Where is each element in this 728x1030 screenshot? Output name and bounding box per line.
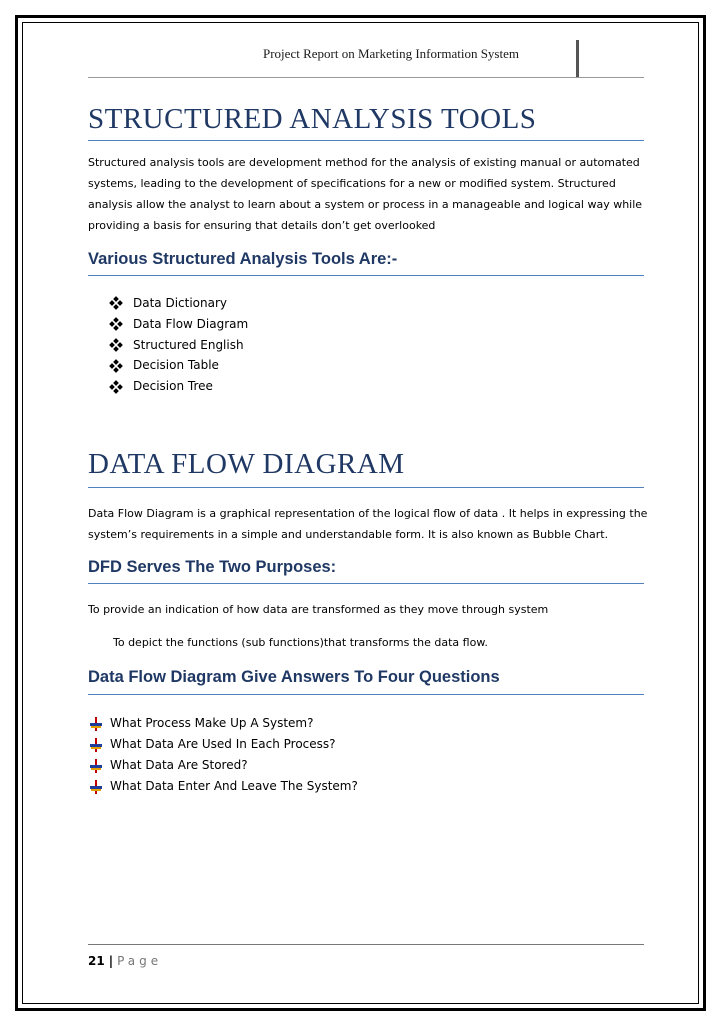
- subheading-rule: [88, 694, 644, 695]
- tools-list: [110, 293, 248, 397]
- paragraph-line: providing a basis for ensuring that details don’t get overlooked: [88, 219, 436, 232]
- pushpin-bullet-icon: [90, 738, 102, 752]
- page-number: 21: [88, 954, 105, 968]
- paragraph-line: analysis allow the analyst to learn about a system or process in a manageable and logical way while: [88, 198, 643, 211]
- header-rule: [88, 77, 644, 78]
- questions-list: [90, 713, 358, 797]
- diamond-bullet-icon: [110, 360, 122, 372]
- list-item: Structured English: [110, 335, 248, 356]
- pushpin-bullet-icon: [90, 759, 102, 773]
- list-item: What Data Are Stored?: [90, 755, 358, 776]
- paragraph-line: Structured analysis tools are development method for the analysis of existing manual or automated: [88, 156, 640, 169]
- pushpin-bullet-icon: [90, 780, 102, 794]
- list-item: Decision Tree: [110, 376, 248, 397]
- list-item: What Data Are Used In Each Process?: [90, 734, 358, 755]
- subheading-dfd-purposes: DFD Serves The Two Purposes:: [88, 558, 337, 576]
- list-item: Data Flow Diagram: [110, 314, 248, 335]
- header-bar: [576, 40, 579, 78]
- dfd-paragraph: [88, 503, 648, 545]
- subheading-rule: [88, 275, 644, 276]
- paragraph-line: systems, leading to the development of specifications for a new or modified system. Structured: [88, 177, 616, 190]
- heading-rule: [88, 487, 644, 488]
- pushpin-bullet-icon: [90, 717, 102, 731]
- heading-rule: [88, 140, 644, 141]
- diamond-bullet-icon: [110, 318, 122, 330]
- list-item: What Data Enter And Leave The System?: [90, 776, 358, 797]
- subheading-rule: [88, 583, 644, 584]
- diamond-bullet-icon: [110, 297, 122, 309]
- subheading-four-questions: Data Flow Diagram Give Answers To Four Questions: [88, 668, 500, 686]
- purpose-line-1: To provide an indication of how data are transformed as they move through system: [88, 603, 549, 616]
- page-label: Page: [117, 954, 163, 968]
- list-item: Data Dictionary: [110, 293, 248, 314]
- page-footer: [88, 954, 162, 968]
- section-heading-data-flow-diagram: DATA FLOW DIAGRAM: [88, 448, 405, 480]
- paragraph-line: system’s requirements in a simple and understandable form. It is also known as Bubble Chart.: [88, 528, 609, 541]
- list-item: What Process Make Up A System?: [90, 713, 358, 734]
- intro-paragraph: [88, 152, 648, 236]
- diamond-bullet-icon: [110, 339, 122, 351]
- section-heading-structured-analysis-tools: STRUCTURED ANALYSIS TOOLS: [88, 103, 537, 135]
- list-item: Decision Table: [110, 355, 248, 376]
- footer-rule: [88, 944, 644, 945]
- diamond-bullet-icon: [110, 381, 122, 393]
- purpose-line-2: To depict the functions (sub functions)that transforms the data flow.: [113, 636, 488, 649]
- paragraph-line: Data Flow Diagram is a graphical representation of the logical flow of data . It helps in expressing the: [88, 507, 648, 520]
- footer-separator: |: [108, 954, 114, 968]
- running-header: Project Report on Marketing Information System: [263, 46, 519, 61]
- subheading-various-tools: Various Structured Analysis Tools Are:-: [88, 250, 398, 268]
